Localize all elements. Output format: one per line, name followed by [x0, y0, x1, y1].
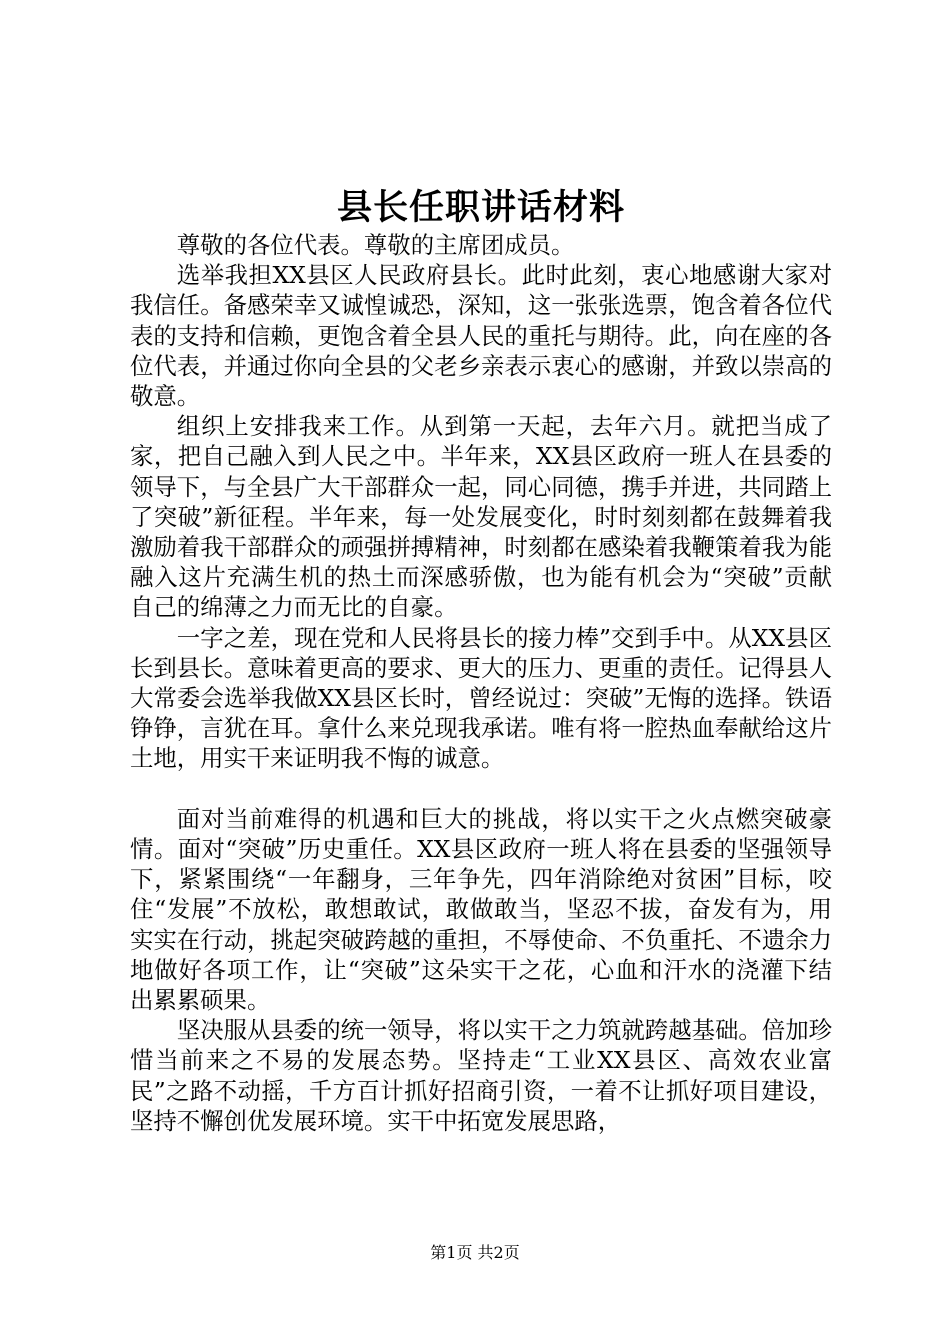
document-body — [130, 230, 832, 1136]
page-footer: 第1页 共2页 — [430, 1243, 520, 1262]
paragraph-challenge: 面对当前难得的机遇和巨大的挑战，将以实干之火点燃突破豪情。面对“突破”历史重任。XX县区政府一班人将在县委的坚强领导下，紧紧围绕“一年翻身，三年争先，四年消除绝对贫困”目标，咬住“发展”不放松，敢想敢试，敢做敢当，坚忍不拔，奋发有为，用实实在行动，挑起突破跨越的重担，不辱使命、不负重托、不遗余力地做好各项工作，让“突破”这朵实干之花，心血和汗水的浇灌下结出累累硕果。 — [130, 804, 832, 1015]
document-title: 县长任职讲话材料 — [336, 187, 625, 228]
document-page — [130, 0, 832, 1344]
paragraph-thanks: 选举我担XX县区人民政府县长。此时此刻，衷心地感谢大家对我信任。备感荣幸又诚惶诚恐，深知，这一张张选票，饱含着各位代表的支持和信赖，更饱含着全县人民的重托与期待。此，向在座的各位代表，并通过你向全县的父老乡亲表示衷心的感谢，并致以崇高的敬意。 — [130, 261, 832, 411]
paragraph-responsibility: 一字之差，现在党和人民将县长的接力棒”交到手中。从XX县区长到县长。意味着更高的要求、更大的压力、更重的责任。记得县人大常委会选举我做XX县区长时，曾经说过：突破”无悔的选择。铁语铮铮，言犹在耳。拿什么来兑现我承诺。唯有将一腔热血奉献给这片土地，用实干来证明我不悔的诚意。 — [130, 623, 832, 773]
paragraph-gap — [130, 774, 832, 804]
paragraph-leadership: 坚决服从县委的统一领导，将以实干之力筑就跨越基础。倍加珍惜当前来之不易的发展态势。坚持走“工业XX县区、高效农业富民”之路不动摇，千方百计抓好招商引资，一着不让抓好项目建设，坚持不懈创优发展环境。实干中拓宽发展思路， — [130, 1016, 832, 1135]
paragraph-salutation: 尊敬的各位代表。尊敬的主席团成员。 — [176, 231, 575, 259]
paragraph-work-review: 组织上安排我来工作。从到第一天起，去年六月。就把当成了家，把自己融入到人民之中。半年来，XX县区政府一班人在县委的领导下，与全县广大干部群众一起，同心同德，携手并进，共同踏上了突破”新征程。半年来，每一处发展变化，时时刻刻都在鼓舞着我激励着我干部群众的顽强拼搏精神，时刻都在感染着我鞭策着我为能融入这片充满生机的热土而深感骄傲，也为能有机会为“突破”贡献自己的绵薄之力而无比的自豪。 — [130, 412, 832, 622]
